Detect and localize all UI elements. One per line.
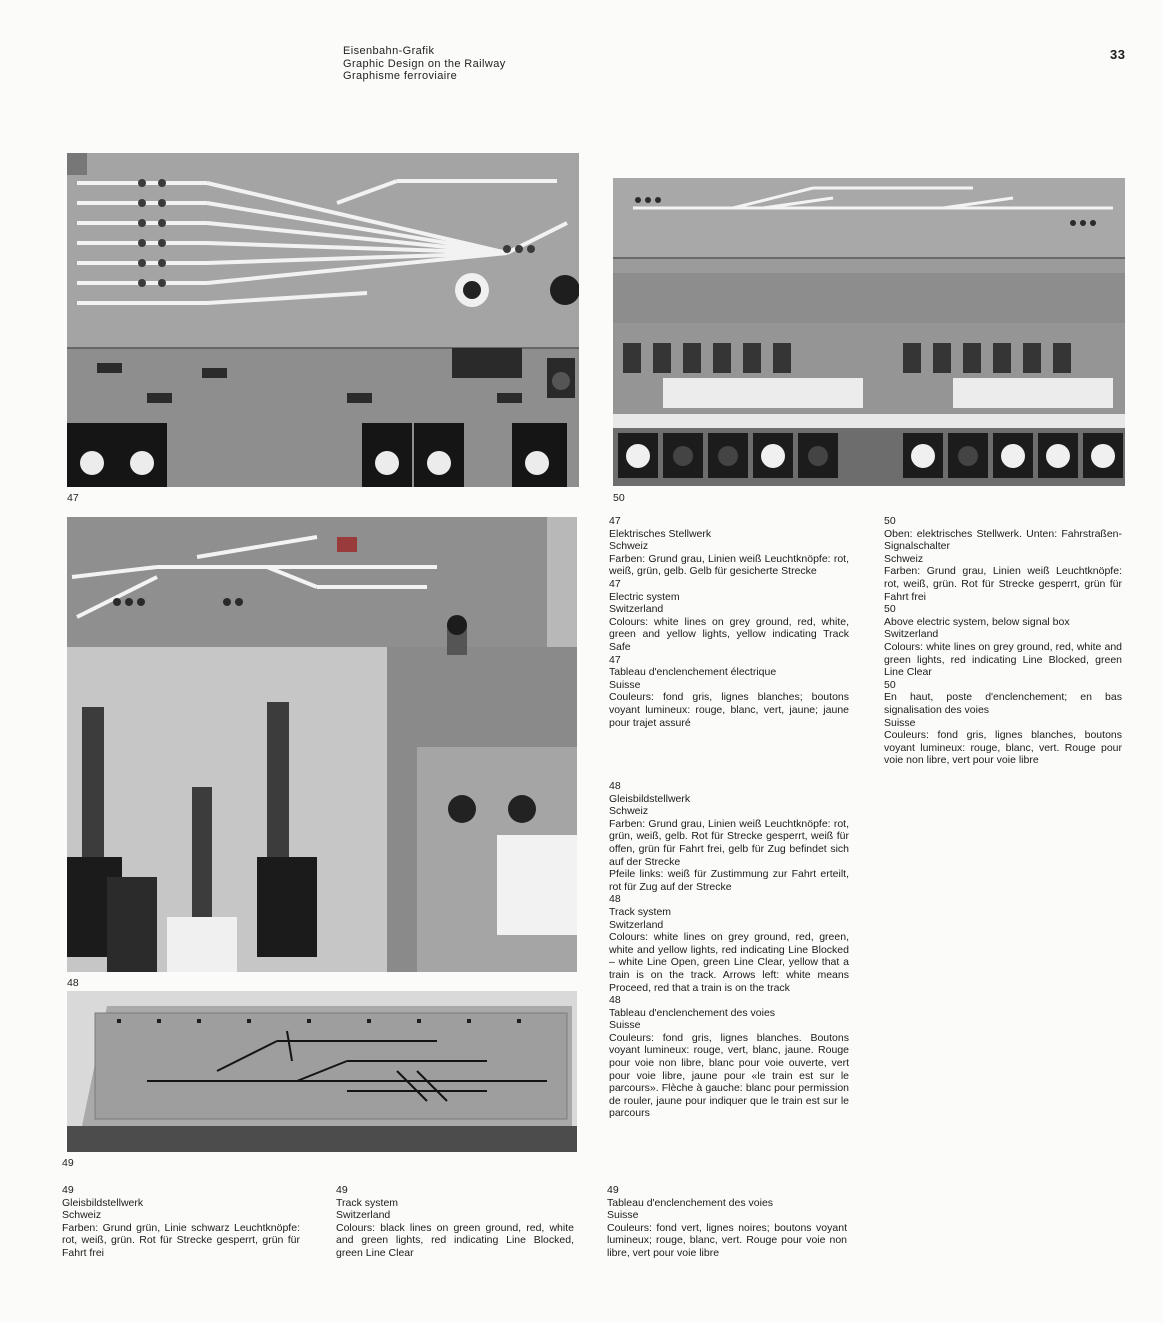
caption-50-en-number: 50: [884, 603, 896, 616]
caption-47-de-title: Elektrisches Stellwerk: [609, 527, 712, 540]
caption-47-en-text: Colours: white lines on grey ground, red, white, green and yellow lights, yellow indicating Track Safe: [609, 615, 849, 653]
caption-50-fr-country: Suisse: [884, 716, 916, 729]
caption-48-de-extra: Pfeile links: weiß für Zustimmung zur Fahrt erteilt, rot für Zug auf der Strecke: [609, 868, 849, 893]
caption-49-fr-title: Tableau d'enclenchement des voies: [607, 1196, 774, 1209]
caption-48-en-text: Colours: white lines on grey ground, red, green, white and yellow lights, red indicating Line Blocked – white Line Open, green Line Clear, yellow that a train is on the track. Arrows left: white means Proceed, red that a train is on the track: [609, 931, 849, 994]
caption-49-en-number: 49: [336, 1184, 348, 1196]
caption-49-en: [336, 1184, 574, 1260]
caption-49-de-country: Schweiz: [62, 1209, 102, 1222]
caption-49-de-text: Farben: Grund grün, Linie schwarz Leuchtknöpfe: rot, weiß, grün. Rot für Strecke gesperrt, grün für Fahrt frei: [62, 1221, 300, 1259]
header-title-fr: Graphisme ferroviaire: [343, 70, 458, 82]
photo-50-signal-box-panel: [613, 178, 1125, 486]
running-header: [343, 45, 506, 83]
caption-48-en-title: Track system: [609, 905, 672, 918]
caption-47: [609, 515, 849, 729]
caption-50-en-title: Above electric system, below signal box: [884, 615, 1070, 628]
figure-label-48: 48: [67, 977, 79, 989]
caption-49-de-title: Gleisbildstellwerk: [62, 1196, 144, 1209]
photo-47-illustration: [67, 153, 579, 487]
caption-47-de-text: Farben: Grund grau, Linien weiß Leuchtknöpfe: rot, weiß, grün, gelb. Gelb für gesicherte Strecke: [609, 552, 849, 578]
photo-49-green-track-panel: [67, 991, 577, 1152]
caption-47-fr-text: Couleurs: fond gris, lignes blanches; boutons voyant lumineux: rouge, blanc, vert, jaune; jaune pour trajet assuré: [609, 691, 849, 729]
caption-48-fr-country: Suisse: [609, 1019, 641, 1032]
caption-49-fr-country: Suisse: [607, 1209, 639, 1222]
header-title-en: Graphic Design on the Railway: [343, 57, 506, 70]
caption-50-de-country: Schweiz: [884, 552, 924, 565]
caption-49-de-number: 49: [62, 1184, 74, 1196]
caption-50: [884, 515, 1122, 767]
header-title-de: Eisenbahn-Grafik: [343, 45, 435, 57]
figure-label-49: 49: [62, 1157, 74, 1169]
caption-49-en-country: Switzerland: [336, 1209, 391, 1222]
caption-50-fr-number: 50: [884, 678, 896, 691]
caption-50-de-text: Farben: Grund grau, Linien weiß Leuchtknöpfe: rot, weiß, grün. Rot für Strecke gesperrt, grün für Fahrt frei: [884, 565, 1122, 603]
photo-47-electric-signal-panel: [67, 153, 579, 487]
page-number: 33: [1110, 47, 1126, 62]
caption-47-de-number: 47: [609, 515, 621, 527]
figure-label-50: 50: [613, 492, 625, 504]
caption-48-fr-title: Tableau d'enclenchement des voies: [609, 1006, 776, 1019]
caption-48-de-text: Farben: Grund grau, Linien weiß Leuchtknöpfe: rot, grün, weiß, gelb. Rot für Strecke gesperrt, weiß für offen, grün für Fahrt frei, gelb für Zug befindet sich auf der Strecke: [609, 817, 849, 868]
caption-48: [609, 780, 849, 1120]
photo-48-track-system-levers: [67, 517, 577, 972]
caption-47-en-title: Electric system: [609, 590, 680, 603]
caption-50-de-number: 50: [884, 515, 896, 527]
caption-47-de-country: Schweiz: [609, 540, 649, 553]
caption-50-de-title: Oben: elektrisches Stellwerk. Unten: Fahrstraßen-Signalschalter: [884, 527, 1122, 553]
caption-48-de-number: 48: [609, 780, 621, 792]
photo-50-illustration: [613, 178, 1125, 486]
caption-48-en-country: Switzerland: [609, 918, 664, 931]
caption-48-de-country: Schweiz: [609, 805, 649, 818]
caption-50-en-country: Switzerland: [884, 628, 939, 641]
caption-50-fr-text: Couleurs: fond gris, lignes blanches, boutons voyant lumineux: rouge, blanc, vert. Rouge pour voie non libre, vert pour voie libre: [884, 729, 1122, 767]
caption-47-fr-title: Tableau d'enclenchement électrique: [609, 666, 777, 679]
caption-49-fr-number: 49: [607, 1184, 619, 1196]
photo-49-illustration: [67, 991, 577, 1152]
figure-label-47: 47: [67, 492, 79, 504]
caption-50-fr-title: En haut, poste d'enclenchement; en bas signalisation des voies: [884, 691, 1122, 716]
caption-49-fr-text: Couleurs: fond vert, lignes noires; boutons voyant lumineux; rouge, blanc, vert. Rouge pour voie non libre, vert pour voie libre: [607, 1221, 847, 1259]
caption-49-fr: [607, 1184, 847, 1260]
caption-49-en-text: Colours: black lines on green ground, red, white and green lights, red indicating Line Blocked, green Line Clear: [336, 1221, 574, 1259]
caption-47-en-country: Switzerland: [609, 603, 664, 616]
caption-48-de-title: Gleisbildstellwerk: [609, 792, 691, 805]
caption-48-en-number: 48: [609, 893, 621, 906]
caption-47-en-number: 47: [609, 577, 621, 590]
photo-48-illustration: [67, 517, 577, 972]
caption-49-de: [62, 1184, 300, 1260]
caption-47-fr-country: Suisse: [609, 678, 641, 691]
caption-48-fr-number: 48: [609, 994, 621, 1007]
caption-47-fr-number: 47: [609, 653, 621, 666]
caption-49-en-title: Track system: [336, 1196, 399, 1209]
caption-48-fr-text: Couleurs: fond gris, lignes blanches. Boutons voyant lumineux: rouge, vert, blanc, jaune. Rouge pour voie non libre, blanc pour voie ouverte, vert pour voie libre, jaune pour «le train est sur le parcours». Flèche à gauche: blanc pour permission de rouler, jaune pour indiquer que le train est sur le parcours: [609, 1031, 849, 1120]
caption-50-en-text: Colours: white lines on grey ground, red, white and green lights, red indicating Line Blocked, green Line Clear: [884, 640, 1122, 679]
